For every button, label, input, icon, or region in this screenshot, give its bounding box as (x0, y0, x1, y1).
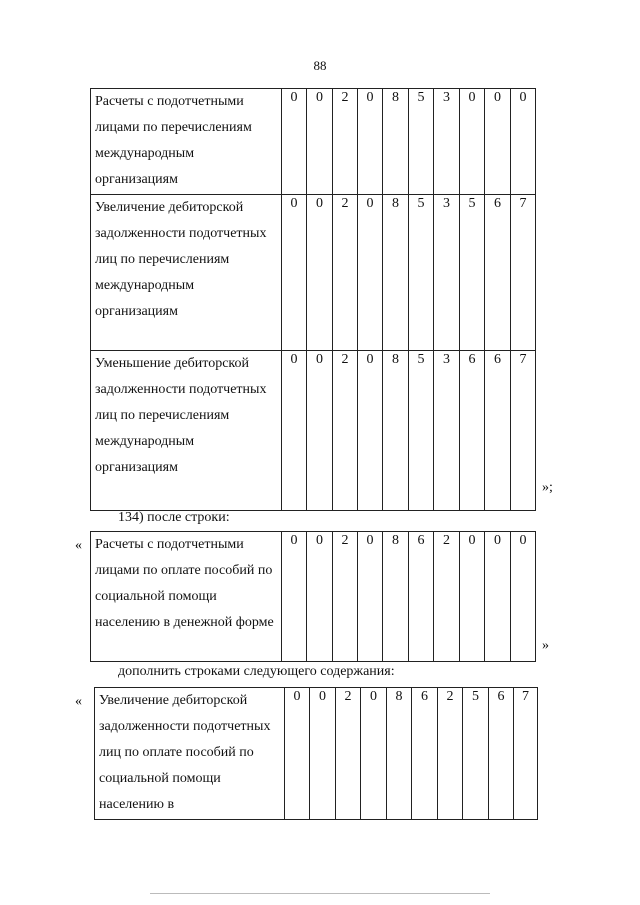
closing-quote: » (542, 638, 549, 653)
code-digit: 7 (514, 688, 538, 820)
code-digit: 0 (358, 351, 383, 511)
code-digit: 0 (282, 195, 307, 351)
code-digit: 8 (383, 89, 409, 195)
page-bottom-rule (150, 893, 490, 894)
code-digit: 6 (485, 195, 511, 351)
code-digit: 2 (434, 532, 460, 662)
code-digit: 0 (358, 195, 383, 351)
code-digit: 5 (460, 195, 485, 351)
row-label: Уменьшение дебиторской задолженности подотчетных лиц по перечислениям международным организациям (91, 351, 282, 511)
code-digit: 0 (307, 532, 333, 662)
code-digit: 2 (333, 532, 358, 662)
code-digit: 6 (460, 351, 485, 511)
code-digit: 0 (485, 89, 511, 195)
opening-quote: « (75, 694, 82, 709)
code-digit: 0 (511, 89, 536, 195)
code-digit: 7 (511, 195, 536, 351)
code-digit: 7 (511, 351, 536, 511)
code-digit: 8 (383, 532, 409, 662)
table-row (91, 89, 536, 195)
code-digit: 5 (409, 195, 434, 351)
code-digit: 6 (412, 688, 438, 820)
account-codes-table-1 (90, 88, 536, 511)
code-digit: 3 (434, 89, 460, 195)
row-label: Расчеты с подотчетными лицами по оплате пособий по социальной помощи населению в денежной форме (91, 532, 282, 662)
account-codes-table-3 (94, 687, 538, 820)
code-digit: 2 (333, 351, 358, 511)
code-digit: 0 (485, 532, 511, 662)
code-digit: 8 (383, 351, 409, 511)
code-digit: 6 (485, 351, 511, 511)
row-label: Увеличение дебиторской задолженности подотчетных лиц по оплате пособий по социальной помощи населению в (95, 688, 285, 820)
code-digit: 0 (460, 532, 485, 662)
code-digit: 0 (282, 89, 307, 195)
code-digit: 2 (333, 89, 358, 195)
code-digit: 3 (434, 351, 460, 511)
code-digit: 0 (307, 195, 333, 351)
code-digit: 0 (307, 89, 333, 195)
code-digit: 2 (336, 688, 361, 820)
code-digit: 6 (489, 688, 514, 820)
row-label: Расчеты с подотчетными лицами по перечислениям международным организациям (91, 89, 282, 195)
code-digit: 0 (358, 532, 383, 662)
code-digit: 5 (409, 89, 434, 195)
code-digit: 0 (361, 688, 387, 820)
code-digit: 5 (463, 688, 489, 820)
closing-quote: »; (542, 480, 553, 495)
code-digit: 0 (310, 688, 336, 820)
code-digit: 0 (282, 351, 307, 511)
page-number: 88 (313, 58, 327, 73)
code-digit: 0 (282, 532, 307, 662)
code-digit: 0 (511, 532, 536, 662)
code-digit: 8 (387, 688, 412, 820)
code-digit: 5 (409, 351, 434, 511)
table-row (95, 688, 538, 820)
instruction-text: 134) после строки: (118, 510, 230, 525)
code-digit: 8 (383, 195, 409, 351)
code-digit: 0 (285, 688, 310, 820)
account-codes-table-2 (90, 531, 536, 662)
code-digit: 6 (409, 532, 434, 662)
code-digit: 2 (333, 195, 358, 351)
code-digit: 0 (358, 89, 383, 195)
table-row (91, 351, 536, 511)
table-row (91, 532, 536, 662)
instruction-text: дополнить строками следующего содержания: (118, 664, 395, 679)
code-digit: 3 (434, 195, 460, 351)
row-label: Увеличение дебиторской задолженности подотчетных лиц по перечислениям международным организациям (91, 195, 282, 351)
code-digit: 2 (438, 688, 463, 820)
opening-quote: « (75, 538, 82, 553)
code-digit: 0 (307, 351, 333, 511)
table-row (91, 195, 536, 351)
code-digit: 0 (460, 89, 485, 195)
